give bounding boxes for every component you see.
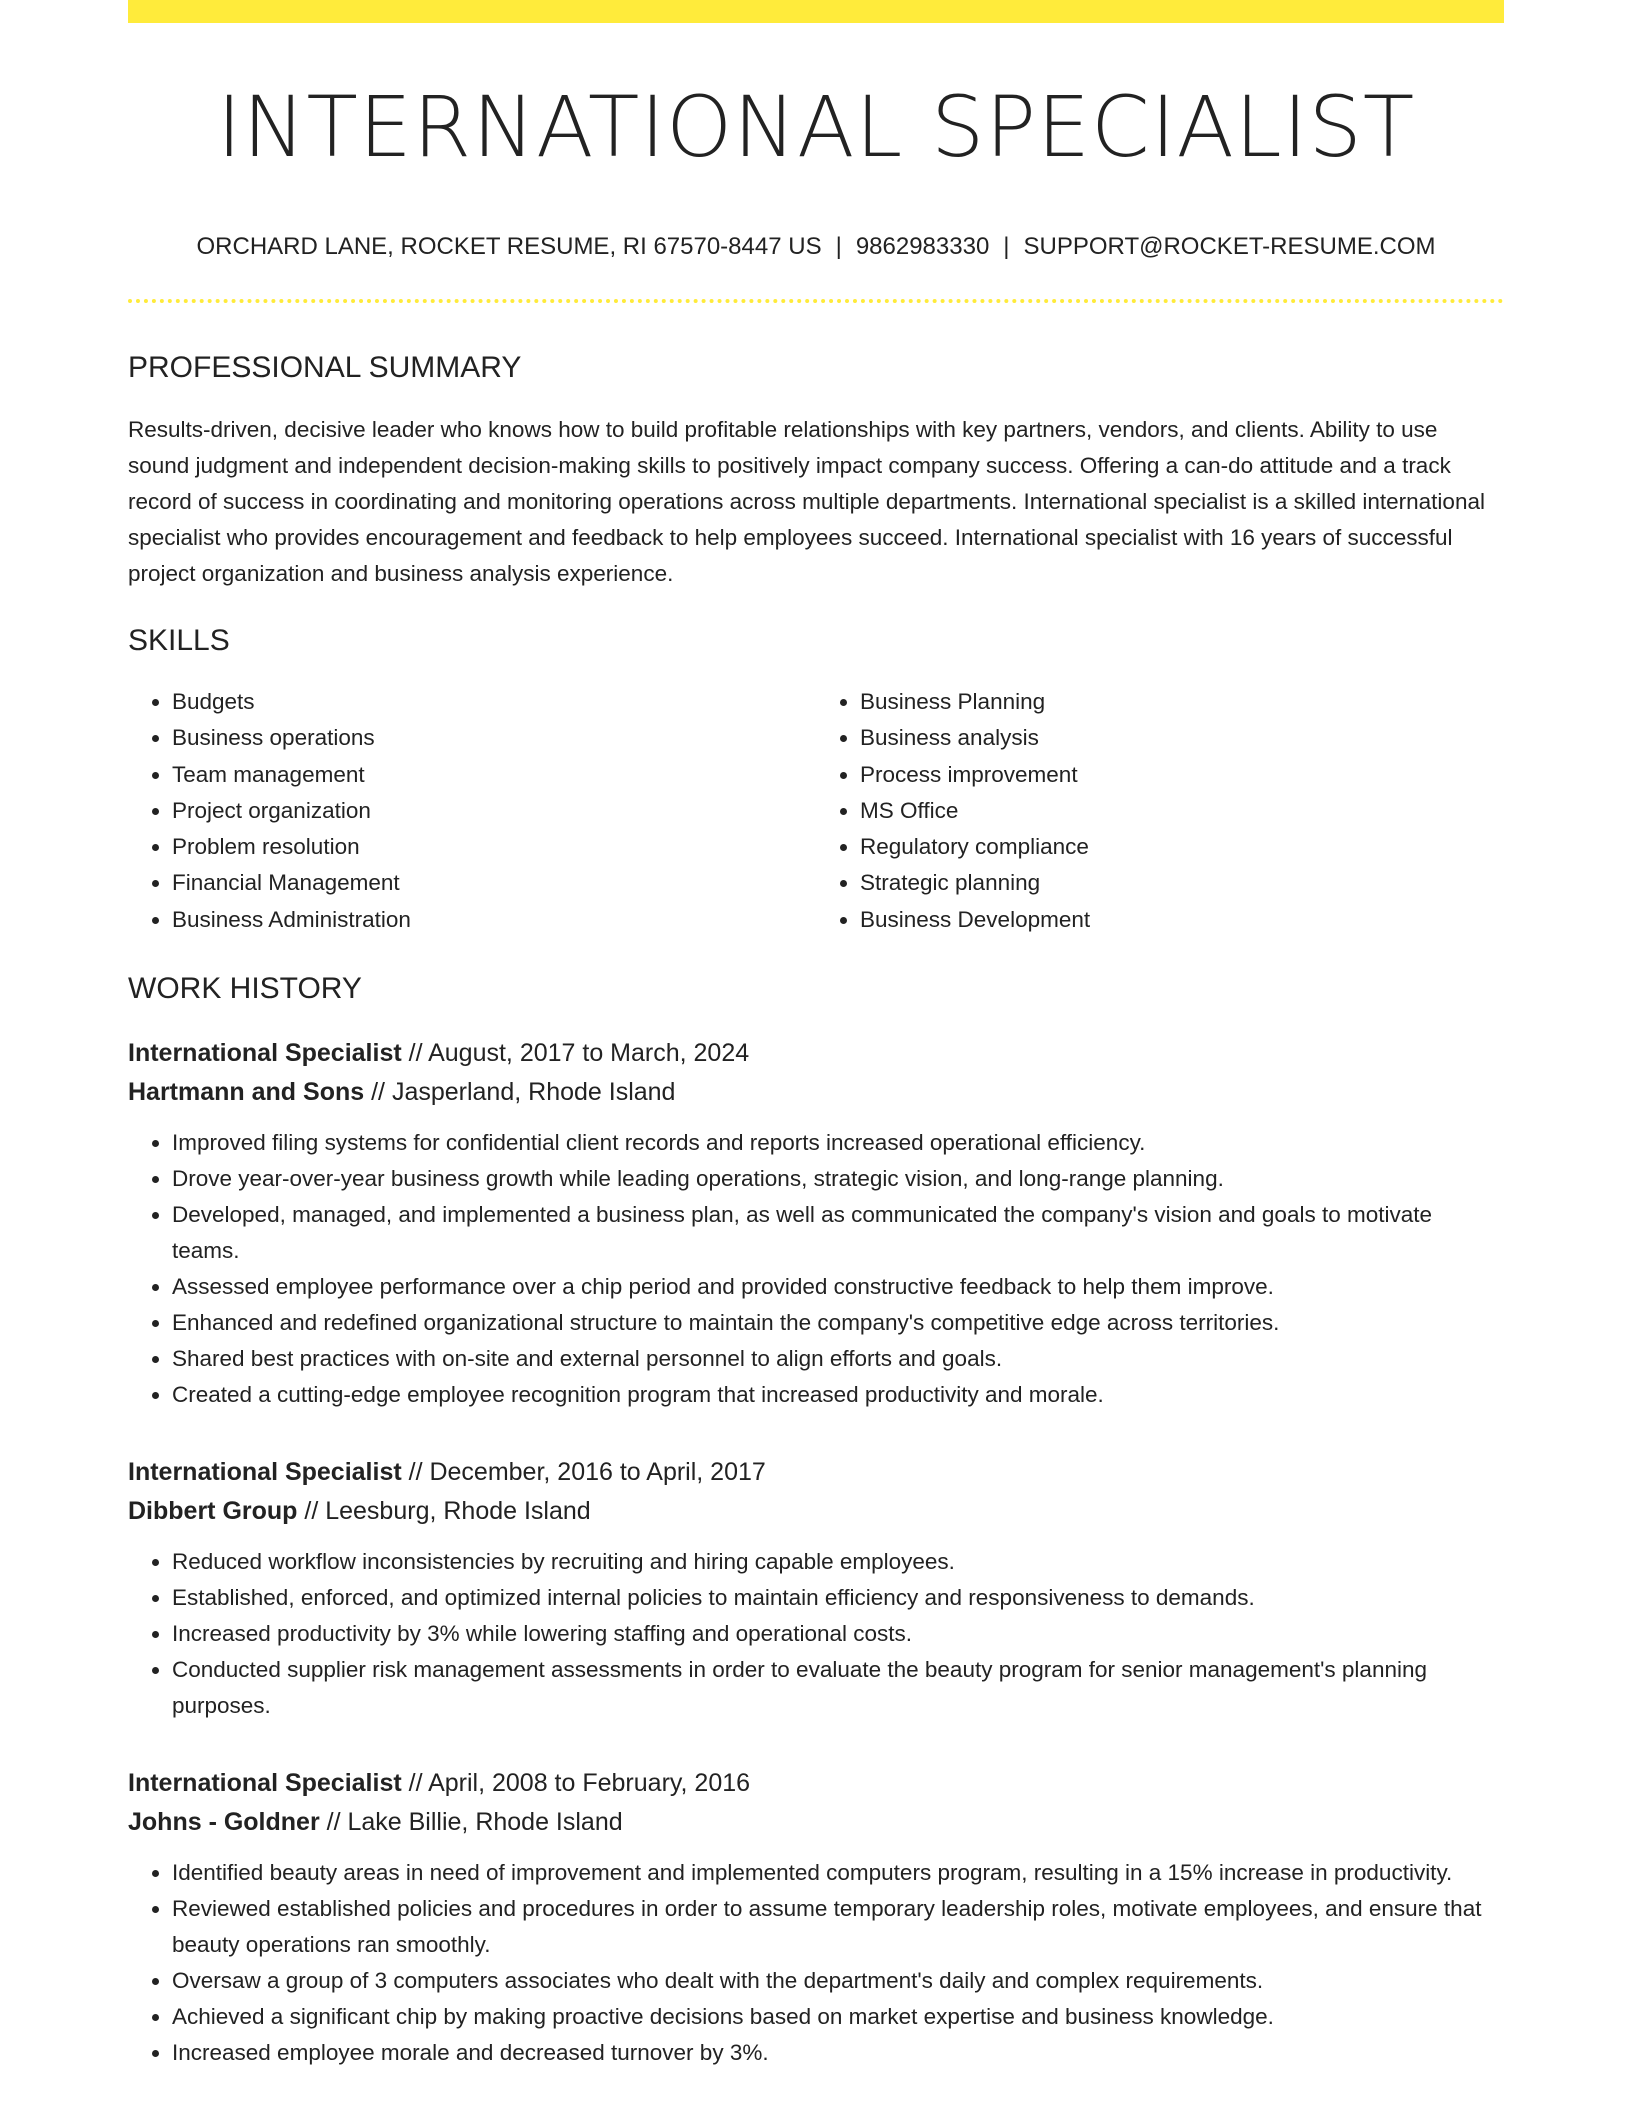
job-bullet: • Identified beauty areas in need of improvement and implemented computers program, resulting in a 15% increase in productivity.: [172, 1855, 1504, 1891]
job-entry: [128, 1034, 1504, 1413]
top-accent-bar: [128, 0, 1504, 23]
contact-line: [128, 235, 1504, 259]
job-bullet: • Enhanced and redefined organizational structure to maintain the company's competitive edge across territories.: [172, 1305, 1504, 1341]
job-title-line: [128, 1764, 1504, 1803]
skill-item: • Business Administration: [172, 902, 816, 938]
job-bullet: • Reviewed established policies and procedures in order to assume temporary leadership roles, motivate employees, and ensure that beauty operations ran smoothly.: [172, 1891, 1504, 1963]
job-role: International Specialist: [128, 1458, 402, 1487]
contact-separator: |: [1003, 233, 1010, 260]
job-bullet: • Assessed employee performance over a chip period and provided constructive feedback to help them improve.: [172, 1269, 1504, 1305]
job-bullet: • Shared best practices with on-site and external personnel to align efforts and goals.: [172, 1341, 1504, 1377]
job-company-line: [128, 1073, 1504, 1112]
job-dates: // August, 2017 to March, 2024: [401, 1039, 750, 1068]
skill-item: • Business Planning: [860, 684, 1504, 720]
job-dates: // December, 2016 to April, 2017: [401, 1458, 766, 1487]
contact-separator: |: [835, 233, 842, 260]
skill-item: • Problem resolution: [172, 829, 816, 865]
job-bullet: • Oversaw a group of 3 computers associates who dealt with the department's daily and complex requirements.: [172, 1963, 1504, 1999]
skill-item: • Team management: [172, 757, 816, 793]
resume-page: [128, 0, 1504, 2071]
job-bullets: [128, 1125, 1504, 1413]
skill-item: • Financial Management: [172, 865, 816, 901]
address-text: ORCHARD LANE, ROCKET RESUME, RI 67570-8447 US: [196, 233, 822, 260]
job-bullet: • Drove year-over-year business growth while leading operations, strategic vision, and long-range planning.: [172, 1161, 1504, 1197]
job-bullet: • Created a cutting-edge employee recognition program that increased productivity and morale.: [172, 1377, 1504, 1413]
job-entry: [128, 1453, 1504, 1724]
skill-item: • Business Development: [860, 902, 1504, 938]
job-company: Dibbert Group: [128, 1497, 298, 1526]
page-title: INTERNATIONAL SPECIALIST: [216, 78, 1416, 176]
job-role: International Specialist: [128, 1769, 402, 1798]
job-company: Johns - Goldner: [128, 1808, 320, 1837]
dotted-divider: [128, 299, 1504, 303]
job-company-line: [128, 1803, 1504, 1842]
job-dates: // April, 2008 to February, 2016: [401, 1769, 751, 1798]
job-company: Hartmann and Sons: [128, 1078, 365, 1107]
skill-item: • Project organization: [172, 793, 816, 829]
job-company-line: [128, 1492, 1504, 1531]
skills-column-left: [128, 684, 816, 938]
job-bullets: [128, 1855, 1504, 2071]
skill-item: • Business analysis: [860, 720, 1504, 756]
job-location: // Jasperland, Rhode Island: [364, 1078, 676, 1107]
job-bullet: • Increased productivity by 3% while lowering staffing and operational costs.: [172, 1616, 1504, 1652]
email-text: SUPPORT@ROCKET-RESUME.COM: [1023, 233, 1436, 260]
skills-heading: SKILLS: [128, 624, 230, 657]
work-history-heading: WORK HISTORY: [128, 972, 362, 1006]
job-location: // Leesburg, Rhode Island: [297, 1497, 591, 1526]
job-bullet: • Developed, managed, and implemented a business plan, as well as communicated the company's vision and goals to motivate teams.: [172, 1197, 1504, 1269]
skills-list: [128, 684, 1504, 938]
job-entry: [128, 1764, 1504, 2071]
job-bullet: • Increased employee morale and decreased turnover by 3%.: [172, 2035, 1504, 2071]
skill-item: • Regulatory compliance: [860, 829, 1504, 865]
job-bullet: • Established, enforced, and optimized internal policies to maintain efficiency and responsiveness to demands.: [172, 1580, 1504, 1616]
phone-text: 9862983330: [855, 233, 990, 260]
job-location: // Lake Billie, Rhode Island: [319, 1808, 623, 1837]
skill-item: • Budgets: [172, 684, 816, 720]
job-bullets: [128, 1544, 1504, 1724]
job-title-line: [128, 1453, 1504, 1492]
skill-item: • Business operations: [172, 720, 816, 756]
summary-heading: PROFESSIONAL SUMMARY: [128, 351, 522, 384]
skill-item: • MS Office: [860, 793, 1504, 829]
job-bullet: • Reduced workflow inconsistencies by recruiting and hiring capable employees.: [172, 1544, 1504, 1580]
skills-column-right: [816, 684, 1504, 938]
job-title-line: [128, 1034, 1504, 1073]
job-role: International Specialist: [128, 1039, 402, 1068]
skill-item: • Process improvement: [860, 757, 1504, 793]
job-bullet: • Improved filing systems for confidential client records and reports increased operational efficiency.: [172, 1125, 1504, 1161]
job-bullet: • Achieved a significant chip by making proactive decisions based on market expertise and business knowledge.: [172, 1999, 1504, 2035]
job-bullet: • Conducted supplier risk management assessments in order to evaluate the beauty program for senior management's planning purposes.: [172, 1652, 1504, 1724]
skill-item: • Strategic planning: [860, 865, 1504, 901]
summary-text: Results-driven, decisive leader who knows how to build profitable relationships with key partners, vendors, and clients. Ability to use sound judgment and independent decision-making skills to positively impact company success. Offering a can-do attitude and a track record of success in coordinating and monitoring operations across multiple departments. International specialist is a skilled international specialist who provides encouragement and feedback to help employees succeed. International specialist with 16 years of successful project organization and business analysis experience.: [128, 417, 1485, 586]
